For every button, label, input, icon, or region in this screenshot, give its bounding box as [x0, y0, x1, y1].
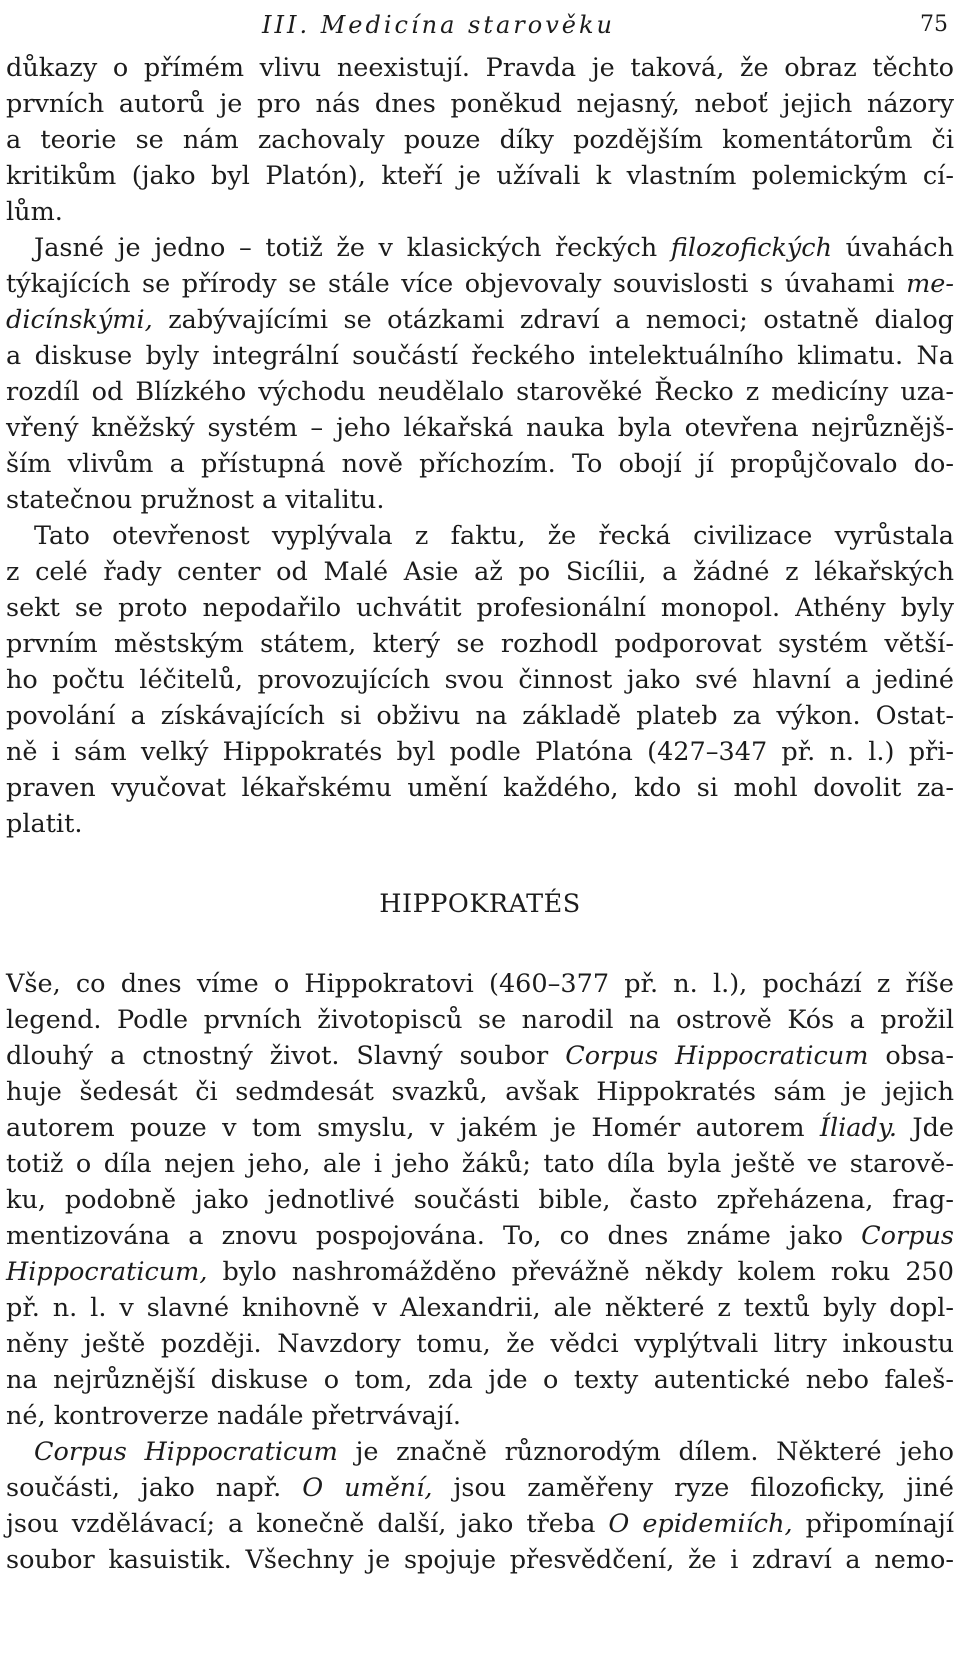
emphasis: O umění, [302, 1473, 433, 1503]
text-line: důkazy o přímém vlivu neexistují. Pravda je taková, že obraz těchto [6, 53, 954, 83]
paragraph-hippocrates [6, 966, 954, 1434]
page-number: 75 [920, 12, 948, 37]
text-line: lům. [6, 197, 63, 227]
emphasis: Corpus Hippocraticum [565, 1041, 869, 1071]
text-line: mentizována a znovu pospojována. To, co dnes známe jako Corpus [6, 1221, 954, 1251]
text-line: soubor kasuistik. Všechny je spojuje přesvědčení, že i zdraví a nemo- [6, 1545, 954, 1575]
text-line: kritikům (jako byl Platón), kteří je užívali k vlastním polemickým cí- [6, 161, 954, 191]
text-line: huje šedesát či sedmdesát svazků, avšak Hippokratés sám je jejich [6, 1077, 954, 1107]
text-line: sekt se proto nepodařilo uchvátit profesionální monopol. Athény byly [6, 593, 954, 623]
text-line: praven vyučovat lékařskému umění každého, kdo si mohl dovolit za- [6, 773, 954, 803]
emphasis: Corpus Hippocraticum [34, 1437, 338, 1467]
running-head [0, 8, 960, 44]
text-line: a diskuse byly integrální součástí řeckého intelektuálního klimatu. Na [6, 341, 954, 371]
text-line: a teorie se nám zachovaly pouze díky pozdějším komentátorům či [6, 125, 954, 155]
body-text [6, 50, 954, 1578]
text-line: součásti, jako např. O umění, jsou zaměřeny ryze filozoficky, jiné [6, 1473, 954, 1503]
text-line: dlouhý a ctnostný život. Slavný soubor Corpus Hippocraticum obsa- [6, 1041, 954, 1071]
text-line: rozdíl od Blízkého východu neudělalo starověké Řecko z medicíny uza- [6, 377, 954, 407]
text-line: z celé řady center od Malé Asie až po Sicílii, a žádné z lékařských [6, 557, 954, 587]
text-line: vřený kněžský systém – jeho lékařská nauka byla otevřena nejrůznějš- [6, 413, 954, 443]
text-line: ně i sám velký Hippokratés byl podle Platóna (427–347 př. n. l.) při- [6, 737, 954, 767]
text-line: povolání a získávajících si obživu na základě plateb za výkon. Ostat- [6, 701, 954, 731]
running-title: III. Medicína starověku [262, 11, 615, 39]
section-heading-block [6, 842, 954, 966]
section-heading: HIPPOKRATÉS [379, 889, 581, 919]
text-line: prvních autorů je pro nás dnes poněkud nejasný, neboť jejich názory [6, 89, 954, 119]
emphasis: filozofických [670, 233, 833, 263]
paragraph-continued [6, 50, 954, 230]
text-line: Corpus Hippocraticum je značně různorodým dílem. Některé jeho [34, 1437, 954, 1467]
text-line: něny ještě později. Navzdory tomu, že vědci vyplýtvali litry inkoustu [6, 1329, 954, 1359]
text-line: Tato otevřenost vyplývala z faktu, že řecká civilizace vyrůstala [34, 521, 954, 551]
text-line: ho počtu léčitelů, provozujících svou činnost jako své hlavní a jediné [6, 665, 954, 695]
text-line: statečnou pružnost a vitalitu. [6, 485, 385, 515]
text-line: Jasné je jedno – totiž že v klasických řeckých filozofických úvahách [34, 233, 954, 263]
text-line: né, kontroverze nadále přetrvávají. [6, 1401, 461, 1431]
text-line: na nejrůznější diskuse o tom, zda jde o texty autentické nebo faleš- [6, 1365, 954, 1395]
text-line: autorem pouze v tom smyslu, v jakém je Homér autorem Íliady. Jde [6, 1113, 954, 1143]
text-line: totiž o díla nejen jeho, ale i jeho žáků; tato díla byla ještě ve starově- [6, 1149, 954, 1179]
text-line: Hippocraticum, bylo nashromážděno převážně někdy kolem roku 250 [6, 1257, 954, 1287]
text-line: platit. [6, 809, 83, 839]
paragraph-openness [6, 518, 954, 842]
text-line: legend. Podle prvních životopisců se narodil na ostrově Kós a prožil [6, 1005, 954, 1035]
text-line: ku, podobně jako jednotlivé součásti bible, často zpřeházena, frag- [6, 1185, 954, 1215]
emphasis: Íliady. [819, 1113, 897, 1143]
text-line: př. n. l. v slavné knihovně v Alexandrii, ale některé z textů byly dopl- [6, 1293, 954, 1323]
emphasis: Hippocraticum, [6, 1257, 208, 1287]
emphasis: me- [906, 269, 954, 299]
text-line: prvním městským státem, který se rozhodl podporovat systém větší- [6, 629, 954, 659]
paragraph-corpus [6, 1434, 954, 1578]
paragraph-greek-medicine [6, 230, 954, 518]
text-line: Vše, co dnes víme o Hippokratovi (460–377 př. n. l.), pochází z říše [6, 969, 954, 999]
emphasis: dicínskými, [6, 305, 153, 335]
text-line: jsou vzdělávací; a konečně další, jako třeba O epidemiích, připomínají [6, 1509, 954, 1539]
text-line: ším vlivům a přístupná nově příchozím. To obojí jí propůjčovalo do- [6, 449, 954, 479]
emphasis: Corpus [861, 1221, 954, 1251]
emphasis: O epidemiích, [608, 1509, 793, 1539]
text-line: týkajících se přírody se stále více objevovaly souvislosti s úvahami me- [6, 269, 954, 299]
text-line: dicínskými, zabývajícími se otázkami zdraví a nemoci; ostatně dialog [6, 305, 954, 335]
